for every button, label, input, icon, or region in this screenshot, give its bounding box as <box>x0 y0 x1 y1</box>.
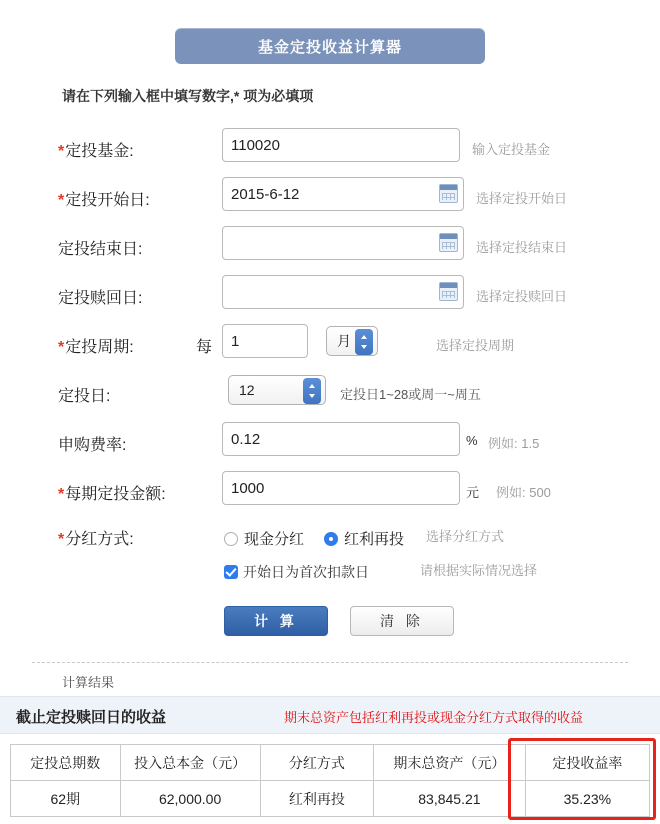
form-row-first-deduct <box>0 554 660 588</box>
start-date-label: 定投开始日: <box>65 192 150 209</box>
redeem-date-hint: 选择定投赎回日 <box>476 289 568 304</box>
fee-rate-input[interactable] <box>222 422 460 456</box>
cycle-label: 定投周期: <box>65 339 134 356</box>
end-date-label: 定投结束日: <box>58 241 143 258</box>
start-date-label-wrap <box>58 187 218 210</box>
form-row-dividend <box>0 520 660 554</box>
calendar-icon[interactable] <box>439 233 458 252</box>
chevron-updown-icon[interactable] <box>355 329 373 355</box>
amount-input[interactable] <box>222 471 460 505</box>
start-date-input[interactable] <box>222 177 464 211</box>
check-icon[interactable] <box>224 565 238 579</box>
calculate-button[interactable]: 计 算 <box>224 606 328 636</box>
amount-hint: 例如: 500 <box>496 485 551 500</box>
fund-hint: 输入定投基金 <box>472 142 551 157</box>
cycle-unit-select-box[interactable] <box>326 326 378 356</box>
result-table <box>10 744 650 817</box>
cell-dividend: 红利再投 <box>260 781 373 817</box>
form-row-fund <box>0 128 660 177</box>
cell-periods: 62期 <box>11 781 121 817</box>
radio-cash-dividend[interactable] <box>224 532 238 546</box>
page-title: 基金定投收益计算器 <box>257 38 402 56</box>
form-row-amount <box>0 471 660 520</box>
table-header-periods: 定投总期数 <box>11 745 121 781</box>
radio-reinvest-dividend-label[interactable]: 红利再投 <box>344 531 405 548</box>
amount-unit: 元 <box>466 485 480 500</box>
cycle-number-field <box>222 324 308 358</box>
form-row-redeem-date <box>0 275 660 324</box>
radio-cash-dividend-label[interactable]: 现金分红 <box>244 531 305 548</box>
invest-day-label: 定投日: <box>58 388 111 405</box>
start-date-hint: 选择定投开始日 <box>476 191 568 206</box>
cell-principal: 62,000.00 <box>120 781 260 817</box>
table-row <box>11 781 650 817</box>
instruction-text: 请在下列输入框中填写数字,* 项为必填项 <box>62 88 314 104</box>
end-date-input[interactable] <box>222 226 464 260</box>
required-marker: * <box>58 192 65 209</box>
page-title-banner <box>175 28 485 64</box>
investment-form <box>0 128 660 588</box>
form-row-cycle <box>0 324 660 373</box>
cycle-label-wrap <box>58 334 218 357</box>
end-date-field <box>222 226 464 260</box>
dividend-label: 分红方式: <box>65 531 134 548</box>
fee-rate-label-wrap <box>58 432 218 455</box>
fund-field <box>222 128 460 162</box>
dividend-radio-group <box>224 528 418 549</box>
first-deduct-checkbox-row[interactable] <box>224 562 369 582</box>
table-header-dividend: 分红方式 <box>260 745 373 781</box>
cell-return-rate: 35.23% <box>525 781 649 817</box>
required-marker: * <box>58 486 65 503</box>
form-row-start-date <box>0 177 660 226</box>
form-row-fee-rate <box>0 422 660 471</box>
button-row <box>0 606 660 646</box>
divider <box>32 662 628 663</box>
result-band-title: 截止定投赎回日的收益 <box>16 709 167 726</box>
redeem-date-field <box>222 275 464 309</box>
dividend-label-wrap <box>58 526 218 549</box>
fee-rate-label: 申购费率: <box>58 437 127 454</box>
calendar-icon[interactable] <box>439 184 458 203</box>
cycle-number-input[interactable] <box>222 324 308 358</box>
clear-button[interactable]: 清 除 <box>350 606 454 636</box>
result-section-title: 计算结果 <box>62 675 115 690</box>
invest-day-select-box[interactable] <box>228 375 326 405</box>
invest-day-label-wrap <box>58 383 218 406</box>
amount-label-wrap <box>58 481 218 504</box>
end-date-hint: 选择定投结束日 <box>476 240 568 255</box>
cycle-unit-select[interactable] <box>326 326 426 356</box>
table-header-row <box>11 745 650 781</box>
table-header-return-rate: 定投收益率 <box>525 745 649 781</box>
required-marker: * <box>58 143 65 160</box>
cycle-hint: 选择定投周期 <box>436 338 515 353</box>
start-date-field <box>222 177 464 211</box>
calendar-icon[interactable] <box>439 282 458 301</box>
required-marker: * <box>58 339 65 356</box>
fund-input[interactable] <box>222 128 460 162</box>
radio-reinvest-dividend[interactable] <box>324 532 338 546</box>
fee-rate-hint: 例如: 1.5 <box>488 436 540 451</box>
invest-day-value: 12 <box>239 382 255 398</box>
fee-rate-unit: % <box>466 433 478 448</box>
amount-field <box>222 471 460 505</box>
table-header-principal: 投入总本金（元） <box>120 745 260 781</box>
first-deduct-label[interactable]: 开始日为首次扣款日 <box>243 564 369 580</box>
fund-label-wrap <box>58 138 218 161</box>
first-deduct-hint: 请根据实际情况选择 <box>420 563 538 578</box>
chevron-updown-icon[interactable] <box>303 378 321 404</box>
amount-label: 每期定投金额: <box>65 486 166 503</box>
redeem-date-input[interactable] <box>222 275 464 309</box>
cycle-prefix: 每 <box>196 339 213 356</box>
invest-day-select[interactable] <box>228 375 326 405</box>
result-band <box>0 696 660 734</box>
required-marker: * <box>58 531 65 548</box>
form-row-end-date <box>0 226 660 275</box>
fund-label: 定投基金: <box>65 143 134 160</box>
dividend-hint: 选择分红方式 <box>426 529 505 544</box>
result-band-note: 期末总资产包括红利再投或现金分红方式取得的收益 <box>284 710 584 725</box>
redeem-date-label-wrap <box>58 285 218 308</box>
redeem-date-label: 定投赎回日: <box>58 290 143 307</box>
cell-total-assets: 83,845.21 <box>374 781 526 817</box>
form-row-invest-day <box>0 373 660 422</box>
cycle-unit-value: 月 <box>337 333 351 349</box>
fee-rate-field <box>222 422 460 456</box>
invest-day-hint: 定投日1~28或周一~周五 <box>340 387 481 402</box>
end-date-label-wrap <box>58 236 218 259</box>
table-header-total-assets: 期末总资产（元） <box>374 745 526 781</box>
